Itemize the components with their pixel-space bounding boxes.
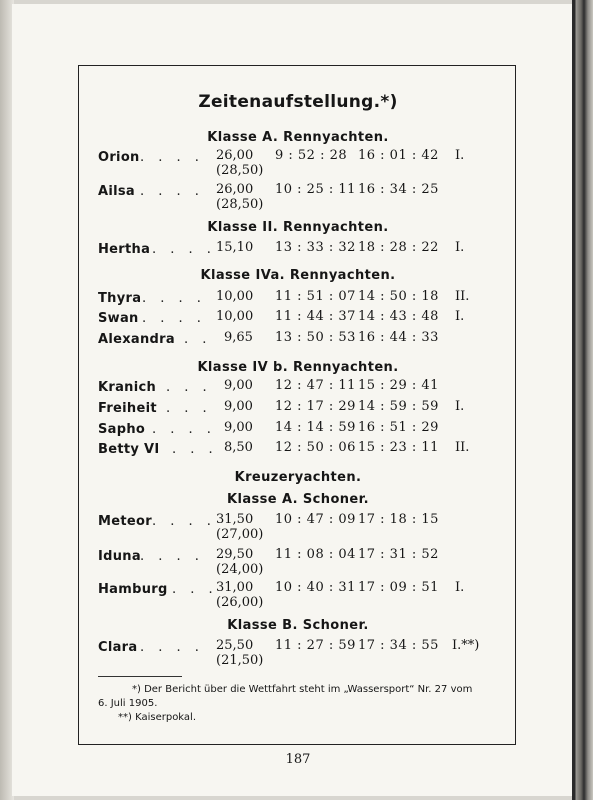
- yacht-name: Ailsa: [98, 184, 135, 199]
- start-time: 11 : 27 : 59: [275, 638, 356, 653]
- leader-dots: . . . .: [140, 184, 204, 199]
- leader-dots: . . .: [172, 582, 218, 597]
- start-time: 11 : 51 : 07: [275, 289, 356, 304]
- yacht-name: Freiheit: [98, 401, 157, 416]
- book-page: [12, 4, 584, 796]
- finish-time: 17 : 09 : 51: [358, 580, 439, 595]
- leader-dots: . . . .: [152, 514, 216, 529]
- book-edge-shadow: [572, 0, 593, 800]
- yacht-name: Betty VI: [98, 442, 160, 457]
- ratio-value: 26,00: [216, 182, 254, 197]
- leader-dots: . . . .: [142, 311, 206, 326]
- section-heading: Klasse II. Rennyachten.: [207, 220, 389, 235]
- start-time: 12 : 17 : 29: [275, 399, 356, 414]
- start-time: 10 : 47 : 09: [275, 512, 356, 527]
- placing: I.**): [452, 638, 480, 653]
- yacht-name: Swan: [98, 311, 139, 326]
- ratio-value: 10,00: [216, 289, 254, 304]
- finish-time: 15 : 23 : 11: [358, 440, 439, 455]
- leader-dots: . . . .: [140, 150, 204, 165]
- ratio-value: 10,00: [216, 309, 254, 324]
- placing: II.: [455, 440, 470, 455]
- leader-dots: . . . .: [152, 242, 216, 257]
- finish-time: 14 : 43 : 48: [358, 309, 439, 324]
- ratio-alt-value: (28,50): [216, 197, 264, 212]
- yacht-name: Meteor: [98, 514, 152, 529]
- yacht-name: Hertha: [98, 242, 151, 257]
- ratio-value: 9,65: [224, 330, 253, 345]
- ratio-value: 9,00: [224, 378, 253, 393]
- footnote-1: *) Der Bericht über die Wettfahrt steht im „Wassersport“ Nr. 27 vom: [132, 684, 473, 695]
- leader-dots: . . . .: [142, 291, 206, 306]
- section-heading: Klasse B. Schoner.: [227, 618, 369, 633]
- start-time: 12 : 50 : 06: [275, 440, 356, 455]
- placing: I.: [455, 240, 465, 255]
- yacht-name: Orion: [98, 150, 140, 165]
- placing: I.: [455, 399, 465, 414]
- ratio-value: 31,00: [216, 580, 254, 595]
- finish-time: 14 : 59 : 59: [358, 399, 439, 414]
- footnote-1-continued: 6. Juli 1905.: [98, 698, 158, 709]
- ratio-alt-value: (28,50): [216, 163, 264, 178]
- footnote-2: **) Kaiserpokal.: [118, 712, 197, 723]
- footnote-rule: [98, 676, 182, 677]
- start-time: 13 : 33 : 32: [275, 240, 356, 255]
- leader-dots: . . .: [172, 442, 218, 457]
- leader-dots: . . . .: [152, 422, 216, 437]
- ratio-alt-value: (24,00): [216, 562, 264, 577]
- page-title: Zeitenaufstellung.*): [198, 92, 398, 112]
- finish-time: 17 : 31 : 52: [358, 547, 439, 562]
- start-time: 13 : 50 : 53: [275, 330, 356, 345]
- yacht-name: Kranich: [98, 380, 157, 395]
- finish-time: 16 : 44 : 33: [358, 330, 439, 345]
- page-number: 187: [285, 752, 311, 767]
- start-time: 11 : 44 : 37: [275, 309, 356, 324]
- ratio-value: 9,00: [224, 420, 253, 435]
- finish-time: 15 : 29 : 41: [358, 378, 439, 393]
- section-heading: Klasse IV b. Rennyachten.: [197, 360, 399, 375]
- placing: II.: [455, 289, 470, 304]
- finish-time: 18 : 28 : 22: [358, 240, 439, 255]
- ratio-value: 25,50: [216, 638, 254, 653]
- finish-time: 16 : 01 : 42: [358, 148, 439, 163]
- section-heading: Klasse IVa. Rennyachten.: [200, 268, 396, 283]
- leader-dots: . . . .: [140, 640, 204, 655]
- finish-time: 14 : 50 : 18: [358, 289, 439, 304]
- yacht-name: Iduna: [98, 549, 141, 564]
- ratio-value: 8,50: [224, 440, 253, 455]
- placing: I.: [455, 309, 465, 324]
- ratio-value: 31,50: [216, 512, 254, 527]
- yacht-name: Sapho: [98, 422, 146, 437]
- start-time: 9 : 52 : 28: [275, 148, 348, 163]
- section-subheading: Klasse A. Schoner.: [227, 492, 369, 507]
- finish-time: 16 : 34 : 25: [358, 182, 439, 197]
- ratio-value: 9,00: [224, 399, 253, 414]
- ratio-value: 29,50: [216, 547, 254, 562]
- finish-time: 16 : 51 : 29: [358, 420, 439, 435]
- start-time: 14 : 14 : 59: [275, 420, 356, 435]
- placing: I.: [455, 580, 465, 595]
- ratio-alt-value: (21,50): [216, 653, 264, 668]
- leader-dots: . .: [184, 332, 212, 347]
- yacht-name: Hamburg: [98, 582, 168, 597]
- ratio-value: 26,00: [216, 148, 254, 163]
- yacht-name: Alexandra: [98, 332, 175, 347]
- start-time: 10 : 40 : 31: [275, 580, 356, 595]
- yacht-name: Clara: [98, 640, 138, 655]
- finish-time: 17 : 18 : 15: [358, 512, 439, 527]
- finish-time: 17 : 34 : 55: [358, 638, 439, 653]
- start-time: 10 : 25 : 11: [275, 182, 356, 197]
- start-time: 12 : 47 : 11: [275, 378, 356, 393]
- ratio-alt-value: (27,00): [216, 527, 264, 542]
- ratio-value: 15,10: [216, 240, 254, 255]
- yacht-name: Thyra: [98, 291, 142, 306]
- leader-dots: . . .: [166, 401, 212, 416]
- section-heading: Kreuzeryachten.: [234, 470, 362, 485]
- ratio-alt-value: (26,00): [216, 595, 264, 610]
- start-time: 11 : 08 : 04: [275, 547, 356, 562]
- section-heading: Klasse A. Rennyachten.: [207, 130, 389, 145]
- leader-dots: . . . .: [140, 549, 204, 564]
- leader-dots: . . .: [166, 380, 212, 395]
- placing: I.: [455, 148, 465, 163]
